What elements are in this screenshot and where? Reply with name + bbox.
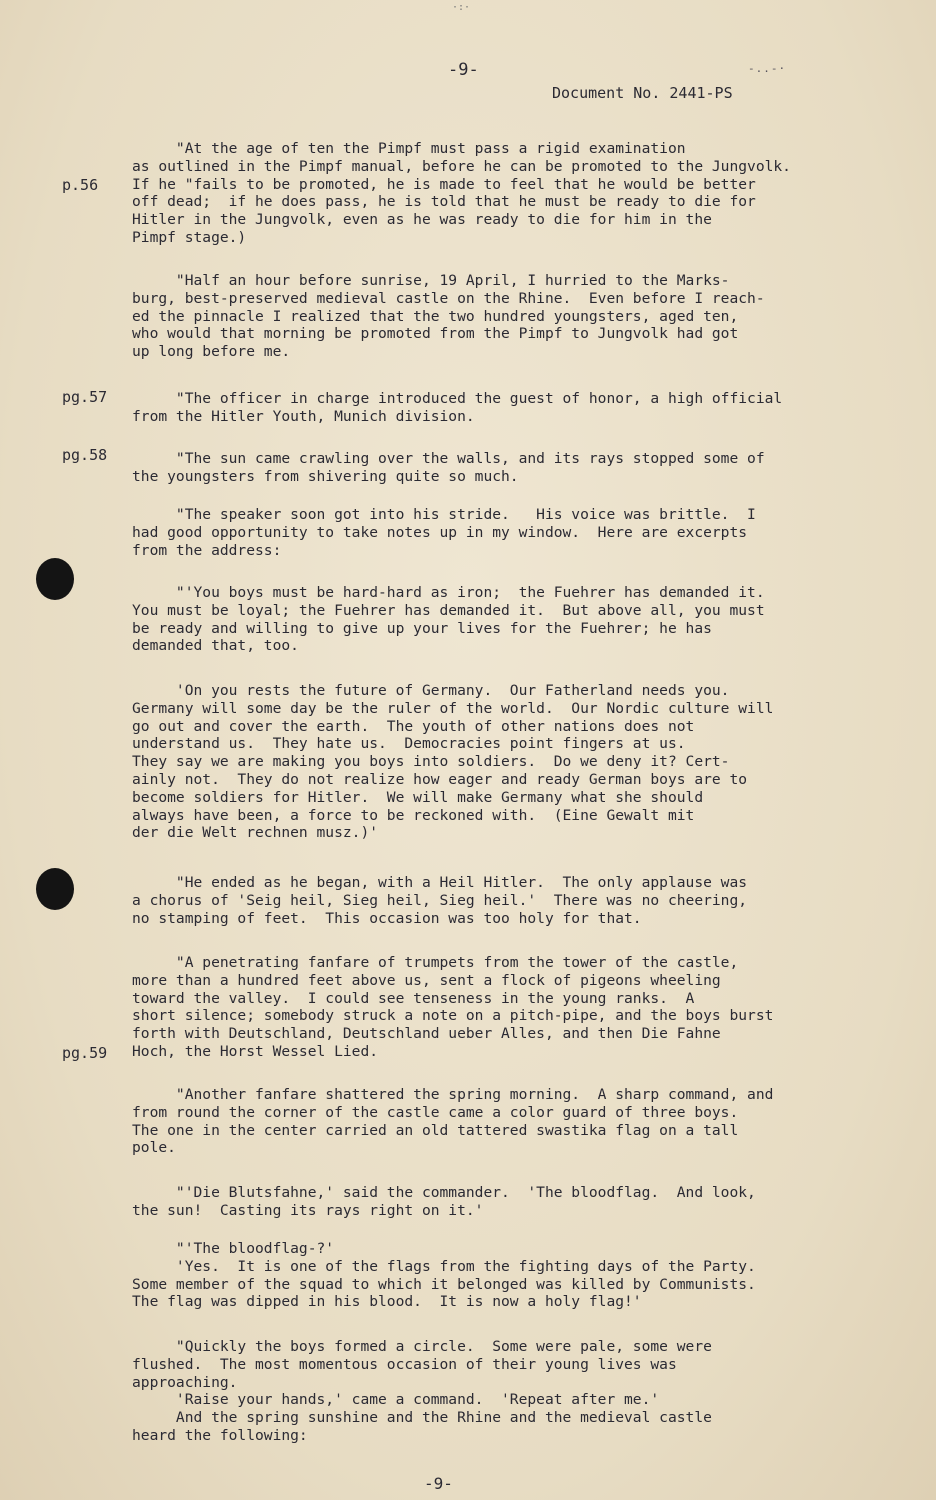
text-line: from the Hitler Youth, Munich division. [132,407,475,425]
margin-note-pg59: pg.59 [62,1044,108,1062]
text-line: approaching. [132,1373,238,1391]
paragraph [132,682,852,842]
paragraph [132,874,852,927]
punch-hole [36,868,74,910]
paper-speck: ·:· [452,2,471,13]
text-line: a chorus of 'Seig heil, Sieg heil, Sieg heil.' There was no cheering, [132,891,748,909]
text-line: "'Die Blutsfahne,' said the commander. 'The bloodflag. And look, [132,1184,756,1201]
text-line: short silence; somebody struck a note on a pitch-pipe, and the boys burst [132,1007,774,1025]
text-line: They say we are making you boys into soldiers. Do we deny it? Cert- [132,753,730,771]
text-line: Hitler in the Jungvolk, even as he was ready to die for him in the [132,211,712,229]
text-line: the sun! Casting its rays right on it.' [132,1201,484,1219]
text-line: as outlined in the Pimpf manual, before he can be promoted to the Jungvolk. [132,157,791,175]
text-line: "The officer in charge introduced the guest of honor, a high official [132,390,783,407]
page-number-header: -9- [448,60,479,80]
text-line: always have been, a force to be reckoned with. (Eine Gewalt mit [132,806,695,824]
punch-hole [36,558,74,600]
paragraph [132,450,852,486]
text-line: der die Welt rechnen musz.)' [132,824,379,842]
text-line: "Quickly the boys formed a circle. Some were pale, some were [132,1338,712,1355]
text-line: had good opportunity to take notes up in my window. Here are excerpts [132,523,748,541]
paragraph [132,1338,852,1445]
paragraph [132,272,852,361]
text-line: forth with Deutschland, Deutschland ueber Alles, and then Die Fahne [132,1025,721,1043]
text-line: pole. [132,1139,176,1157]
text-line: "The sun came crawling over the walls, and its rays stopped some of [132,450,765,467]
text-line: ed the pinnacle I realized that the two hundred youngsters, aged ten, [132,307,739,325]
text-line: flushed. The most momentous occasion of their young lives was [132,1355,677,1373]
text-line: ainly not. They do not realize how eager and ready German boys are to [132,770,748,788]
text-line: "A penetrating fanfare of trumpets from the tower of the castle, [132,954,739,971]
page-number-footer: -9- [424,1474,453,1493]
text-line: 'Raise your hands,' came a command. 'Repeat after me.' [132,1391,660,1409]
text-line: demanded that, too. [132,637,299,655]
stamp-marks: -..-· [748,62,787,75]
text-line: more than a hundred feet above us, sent a flock of pigeons wheeling [132,971,721,989]
margin-note-p56: p.56 [62,176,99,194]
text-line: "Another fanfare shattered the spring morning. A sharp command, and [132,1086,774,1103]
text-line: "The speaker soon got into his stride. His voice was brittle. I [132,506,756,523]
text-line: 'On you rests the future of Germany. Our Fatherland needs you. [132,682,730,699]
text-line: "'You boys must be hard-hard as iron; the Fuehrer has demanded it. [132,584,765,601]
text-line: off dead; if he does pass, he is told that he must be ready to die for [132,193,756,211]
paragraph [132,1240,852,1311]
text-line: Hoch, the Horst Wessel Lied. [132,1042,379,1060]
document-number: Document No. 2441-PS [552,84,733,102]
text-line: toward the valley. I could see tenseness in the young ranks. A [132,989,695,1007]
paragraph [132,584,852,655]
text-line: The flag was dipped in his blood. It is now a holy flag!' [132,1293,642,1311]
text-line: understand us. They hate us. Democracies point fingers at us. [132,735,686,753]
text-line: "'The bloodflag-?' [132,1240,335,1257]
text-line: from round the corner of the castle came a color guard of three boys. [132,1103,739,1121]
text-line: "At the age of ten the Pimpf must pass a rigid examination [132,140,686,157]
text-line: go out and cover the earth. The youth of other nations does not [132,717,695,735]
text-line: be ready and willing to give up your lives for the Fuehrer; he has [132,619,712,637]
text-line: heard the following: [132,1426,308,1444]
margin-note-pg58: pg.58 [62,446,108,464]
text-line: If he "fails to be promoted, he is made to feel that he would be better [132,175,756,193]
text-line: the youngsters from shivering quite so much. [132,467,519,485]
paragraph [132,506,852,559]
text-line: up long before me. [132,343,291,361]
text-line: burg, best-preserved medieval castle on the Rhine. Even before I reach- [132,289,765,307]
paragraph [132,390,852,426]
text-line: no stamping of feet. This occasion was too holy for that. [132,909,642,927]
paragraph [132,140,852,247]
text-line: The one in the center carried an old tattered swastika flag on a tall [132,1121,739,1139]
text-line: "Half an hour before sunrise, 19 April, I hurried to the Marks- [132,272,730,289]
text-line: who would that morning be promoted from the Pimpf to Jungvolk had got [132,325,739,343]
text-line: "He ended as he began, with a Heil Hitler. The only applause was [132,874,748,891]
text-line: from the address: [132,541,282,559]
text-line: become soldiers for Hitler. We will make Germany what she should [132,788,704,806]
text-line: And the spring sunshine and the Rhine and the medieval castle [132,1409,712,1427]
text-line: Some member of the squad to which it belonged was killed by Communists. [132,1275,756,1293]
margin-note-pg57: pg.57 [62,388,108,406]
paragraph [132,954,852,1061]
text-line: Germany will some day be the ruler of the world. Our Nordic culture will [132,699,774,717]
paragraph [132,1184,852,1220]
text-line: Pimpf stage.) [132,228,247,246]
text-line: 'Yes. It is one of the flags from the fighting days of the Party. [132,1257,756,1275]
paragraph [132,1086,852,1157]
text-line: You must be loyal; the Fuehrer has demanded it. But above all, you must [132,601,765,619]
